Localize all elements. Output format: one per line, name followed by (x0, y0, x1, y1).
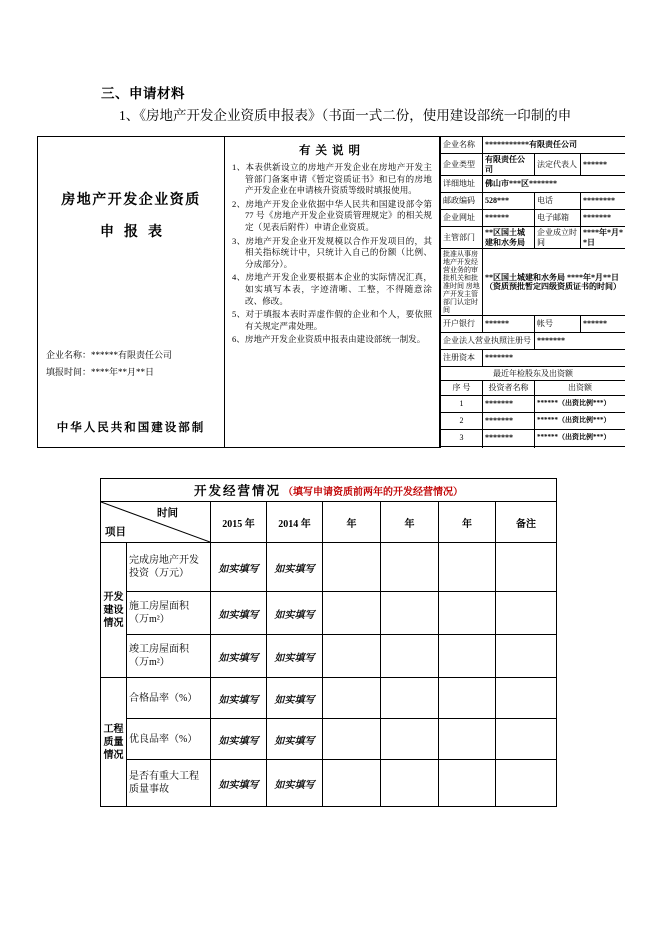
investor-no: 3 (441, 430, 483, 447)
dev-fill-cell: 如实填写 (211, 760, 267, 807)
dev-row-name: 合格品率（%） (127, 678, 211, 719)
empty-cell (381, 678, 439, 719)
info-label-cell: 详细地址 (441, 176, 483, 193)
info-value-cell: ******* (581, 210, 626, 227)
dev-fill-cell: 如实填写 (267, 678, 323, 719)
info-value-cell: 佛山市***区******* (483, 176, 626, 193)
empty-cell (381, 760, 439, 807)
info-label-cell: 电子邮箱 (535, 210, 581, 227)
info-label-cell: 企业法人营业执照注册号 (441, 333, 535, 350)
dev-operations-table (100, 478, 557, 807)
info-label-cell: 企业类型 (441, 154, 483, 176)
info-value-cell: **区国土城建和水务局 (483, 227, 535, 249)
dev-fill-cell: 如实填写 (267, 635, 323, 678)
investor-amount: ******（出资比例***） (535, 396, 626, 413)
note-item: 6、房地产开发企业资质申报表由建设部统一制发。 (232, 334, 426, 345)
dev-table-title-cell (101, 479, 557, 502)
year-header: 年 (323, 502, 381, 543)
info-value-cell: ******* (535, 333, 626, 350)
investors-header-amount: 出资额 (535, 381, 626, 396)
empty-cell (323, 635, 381, 678)
notes-title: 有关说明 (299, 145, 365, 157)
empty-cell (439, 592, 496, 635)
dev-row-name: 施工房屋面积（万m²） (127, 592, 211, 635)
investors-subtable-title: 最近年检股东及出资额 (441, 367, 626, 381)
dev-table-title: 开发经营情况 (194, 484, 282, 498)
info-value-cell: ****** (581, 154, 626, 176)
info-label-cell: 主管部门 (441, 227, 483, 249)
empty-cell (441, 447, 483, 449)
notes-panel (225, 136, 440, 448)
info-label-cell: 电话 (535, 193, 581, 210)
corner-cell (101, 502, 211, 543)
info-value-cell: **区国土城建和水务局 ****年*月**日（资质预批暂定四级资质证书的时间） (483, 249, 626, 316)
group-label-development: 开发建设情况 (101, 543, 127, 678)
info-label-cell: 开户银行 (441, 316, 483, 333)
empty-cell (381, 543, 439, 592)
info-value-cell: 有限责任公司 (483, 154, 535, 176)
enterprise-info-table (440, 136, 625, 448)
info-value-cell: 528*** (483, 193, 535, 210)
info-value-cell: ******** (581, 193, 626, 210)
info-label-cell: 企业名称 (441, 137, 483, 154)
info-label-cell: 企业成立时间 (535, 227, 581, 249)
dev-fill-cell: 如实填写 (211, 635, 267, 678)
dev-fill-cell: 如实填写 (267, 592, 323, 635)
empty-cell (439, 760, 496, 807)
empty-cell (381, 719, 439, 760)
dev-fill-cell: 如实填写 (211, 592, 267, 635)
investor-amount: ******（出资比例***） (535, 413, 626, 430)
list-item-heading: 1、《房地产开发企业资质申报表》（书面一式二份，使用建设部统一印制的申 (119, 108, 572, 123)
year-header: 年 (381, 502, 439, 543)
info-label-cell: 法定代表人 (535, 154, 581, 176)
dev-row-name: 是否有重大工程质量事故 (127, 760, 211, 807)
corner-label-time: 时间 (157, 508, 178, 519)
investor-name: ******* (483, 396, 535, 413)
investor-no: 2 (441, 413, 483, 430)
empty-cell (323, 678, 381, 719)
investor-no: 1 (441, 396, 483, 413)
empty-cell (439, 678, 496, 719)
group-label-quality: 工程质量情况 (101, 678, 127, 807)
empty-cell (496, 543, 557, 592)
info-value-cell: ****** (581, 316, 626, 333)
remark-header: 备注 (496, 502, 557, 543)
info-label-cell: 注册资本 (441, 350, 483, 367)
info-label-cell: 企业网址 (441, 210, 483, 227)
empty-cell (496, 592, 557, 635)
empty-cell (323, 719, 381, 760)
qualification-form (37, 136, 625, 448)
note-item: 2、房地产开发企业依据中华人民共和国建设部令第 77 号《房地产开发企业资质管理规定》的相关规定（见表后附件）申请企业资质。 (232, 198, 432, 232)
cover-fill-block (46, 347, 172, 381)
empty-cell (323, 543, 381, 592)
year-header: 2015 年 (211, 502, 267, 543)
investor-name: ******* (483, 430, 535, 447)
cover-subtitle: 申报表 (100, 225, 172, 240)
cover-company-line: 企业名称：******有限责任公司 (46, 350, 173, 360)
info-label-cell: 邮政编码 (441, 193, 483, 210)
note-item: 4、房地产开发企业要根据本企业的实际情况汇真，如实填写本表，字迹清晰、工整，不得随意涂改、修改。 (232, 272, 432, 306)
dev-row-name: 竣工房屋面积（万m²） (127, 635, 211, 678)
cover-date-line: 填报时间：****年**月**日 (46, 367, 155, 377)
info-panel (440, 136, 625, 448)
corner-label-project: 项目 (105, 527, 126, 538)
dev-row-name: 完成房地产开发投资（万元） (127, 543, 211, 592)
empty-cell (483, 447, 535, 449)
year-header: 2014 年 (267, 502, 323, 543)
info-value-cell: ***********有限责任公司 (483, 137, 626, 154)
investors-header-no: 序 号 (441, 381, 483, 396)
note-item: 5、对于填报本表时弄虚作假的企业和个人，要依照有关规定严肃处理。 (232, 309, 432, 331)
cover-title: 房地产开发企业资质 (61, 193, 201, 208)
dev-fill-cell: 如实填写 (211, 543, 267, 592)
empty-cell (439, 543, 496, 592)
empty-cell (496, 760, 557, 807)
empty-cell (496, 635, 557, 678)
empty-cell (381, 635, 439, 678)
note-item: 1、本表供新设立的房地产开发企业在房地产开发主管部门备案申请《暂定资质证书》和已有的房地产开发企业在申请核升资质等级时填报使用。 (232, 162, 432, 196)
info-value-cell: ****** (483, 316, 535, 333)
form-cover-panel (37, 136, 225, 448)
dev-fill-cell: 如实填写 (211, 678, 267, 719)
empty-cell (496, 719, 557, 760)
cover-issuer: 中华人民共和国建设部制 (56, 422, 206, 434)
dev-fill-cell: 如实填写 (267, 543, 323, 592)
dev-operations-section (100, 478, 557, 807)
info-label-cell: 批准从事房地产开发经营业务的审批机关和批准时间 房地产开发主管部门认定时间 (441, 249, 483, 316)
empty-cell (381, 592, 439, 635)
empty-cell (535, 447, 626, 449)
empty-cell (439, 635, 496, 678)
year-header: 年 (439, 502, 496, 543)
note-item: 3、房地产开发企业开发规模以合作开发项目的，其相关指标统计中，只统计入自己的份额（比例、分成部分）。 (232, 235, 432, 269)
info-label-cell: 帐号 (535, 316, 581, 333)
dev-table-note: （填写申请资质前两年的开发经营情况） (283, 487, 464, 498)
investor-amount: ******（出资比例***） (535, 430, 626, 447)
dev-fill-cell: 如实填写 (211, 719, 267, 760)
info-value-cell: ****年*月**日 (581, 227, 626, 249)
dev-fill-cell: 如实填写 (267, 760, 323, 807)
empty-cell (323, 760, 381, 807)
empty-cell (323, 592, 381, 635)
info-value-cell: ******* (483, 350, 626, 367)
info-value-cell: ****** (483, 210, 535, 227)
investor-name: ******* (483, 413, 535, 430)
empty-cell (439, 719, 496, 760)
dev-row-name: 优良品率（%） (127, 719, 211, 760)
dev-fill-cell: 如实填写 (267, 719, 323, 760)
section-heading: 三、申请材料 (101, 86, 185, 101)
investors-header-name: 投资者名称 (483, 381, 535, 396)
empty-cell (496, 678, 557, 719)
